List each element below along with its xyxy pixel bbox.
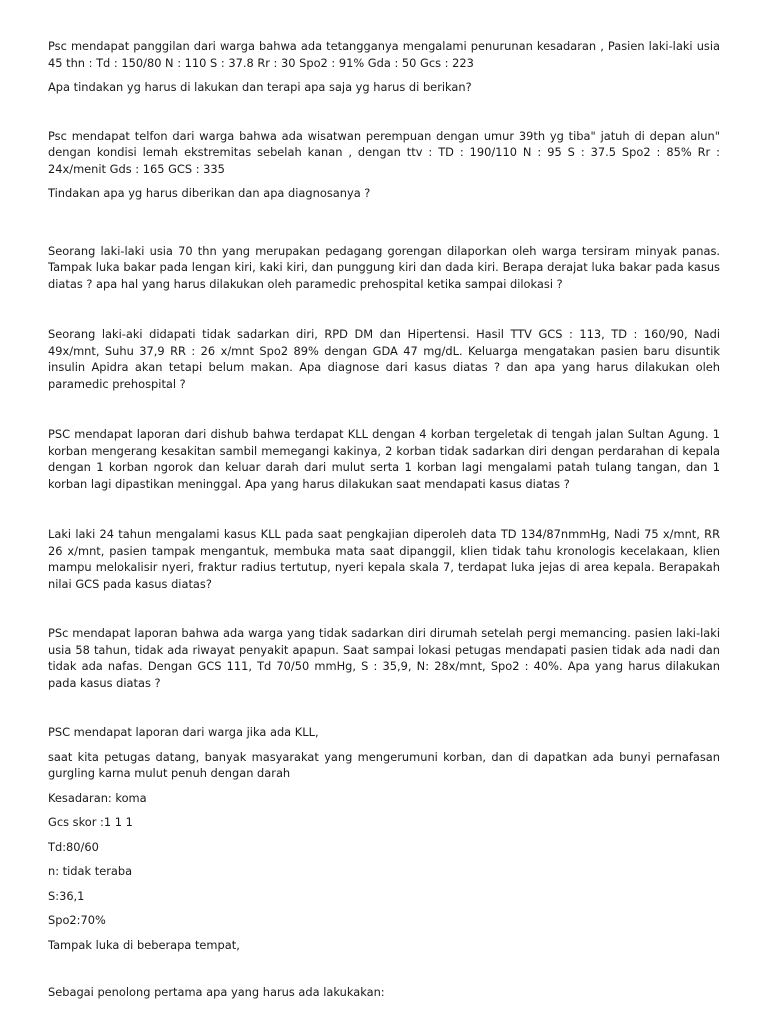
case-2-question: Tindakan apa yg harus diberikan dan apa diagnosanya ? [48,186,371,200]
case-5-scenario: PSC mendapat laporan dari dishub bahwa terdapat KLL dengan 4 korban tergeletak di tengah jalan Sultan Agung. 1 korban mengerang kesakitan sambil memegangi kakinya, 2 korban tidak sadarkan diri dengan perdarahan di kepala dengan 1 korban ngorok dan keluar darah dari mulut serta 1 korban lagi mengalami patah tulang tangan, dan 1 korban lagi dipastikan meninggal. Apa yang harus dilakukan saat mendapati kasus diatas ? [48,427,720,491]
case-3-scenario: Seorang laki-laki usia 70 thn yang merupakan pedagang gorengan dilaporkan oleh warga tersiram minyak panas. Tampak luka bakar pada lengan kiri, kaki kiri, dan punggung kiri dan dada kiri. Berapa derajat luka bakar pada kasus diatas ? apa hal yang harus dilakukan oleh paramedic prehospital ketika sampai dilokasi ? [48,243,720,291]
case-2-scenario: Psc mendapat telfon dari warga bahwa ada wisatwan perempuan dengan umur 39th yg tiba" jatuh di depan alun" dengan kondisi lemah ekstremitas sebelah kanan , dengan ttv : TD : 190/110 N : 95 S : 37.5 Spo2 : 85% Rr : 24x/menit Gds : 165 GCS : 335 [48,128,720,176]
case-8-question: Sebagai penolong pertama apa yang harus ada lakukakan: [48,985,385,999]
case-8-scenario: saat kita petugas datang, banyak masyarakat yang mengerumuni korban, dan di dapatkan ada bunyi pernafasan gurgling karna mulut penuh dengan darah [48,749,720,780]
case-8-vital-temperature: S:36,1 [48,888,85,903]
case-8-vital-wounds: Tampak luka di beberapa tempat, [48,937,240,952]
case-7-scenario: PSc mendapat laporan bahwa ada warga yang tidak sadarkan diri dirumah setelah pergi memancing. pasien laki-laki usia 58 tahun, tidak ada riwayat penyakit apapun. Saat sampai lokasi petugas mendapati pasien tidak ada nadi dan tidak ada nafas. Dengan GCS 111, Td 70/50 mmHg, S : 35,9, N: 28x/mnt, Spo2 : 40%. Apa yang harus dilakukan pada kasus diatas ? [48,626,720,690]
case-8-intro: PSC mendapat laporan dari warga jika ada KLL, [48,725,319,739]
case-4-scenario: Seorang laki-aki didapati tidak sadarkan diri, RPD DM dan Hipertensi. Hasil TTV GCS : 113, TD : 160/90, Nadi 49x/mnt, Suhu 37,9 RR : 26 x/mnt Spo2 89% dengan GDA 47 mg/dL. Keluarga mengatakan pasien baru disuntik insulin Apidra akan tetapi belum makan. Apa diagnose dari kasus diatas ? dan apa yang harus dilakukan oleh paramedic prehospital ? [48,327,720,391]
case-8-vital-gcs: Gcs skor :1 1 1 [48,815,133,829]
case-1-scenario: Psc mendapat panggilan dari warga bahwa ada tetangganya mengalami penurunan kesadaran , Pasien laki-laki usia 45 thn : Td : 150/80 N : 110 S : 37.8 Rr : 30 Spo2 : 91% Gda : 50 Gcs : 223 [48,39,720,70]
case-8-vital-spo2: Spo2:70% [48,913,106,927]
case-6-scenario: Laki laki 24 tahun mengalami kasus KLL pada saat pengkajian diperoleh data TD 134/87nmmHg, Nadi 75 x/mnt, RR 26 x/mnt, pasien tampak mengantuk, membuka mata saat dipanggil, klien tidak tahu kronologis kecelakaan, klien mampu melokalisir nyeri, fraktur radius tertutup, nyeri kepala skala 7, terdapat luka jejas di area kepala. Berapakah nilai GCS pada kasus diatas? [48,527,720,591]
document-page [48,38,720,1001]
case-8-vital-consciousness: Kesadaran: koma [48,790,147,805]
case-8-vital-td: Td:80/60 [48,839,99,854]
case-1-question: Apa tindakan yg harus di lakukan dan terapi apa saja yg harus di berikan? [48,80,472,94]
case-8-vital-pulse: n: tidak teraba [48,864,133,878]
